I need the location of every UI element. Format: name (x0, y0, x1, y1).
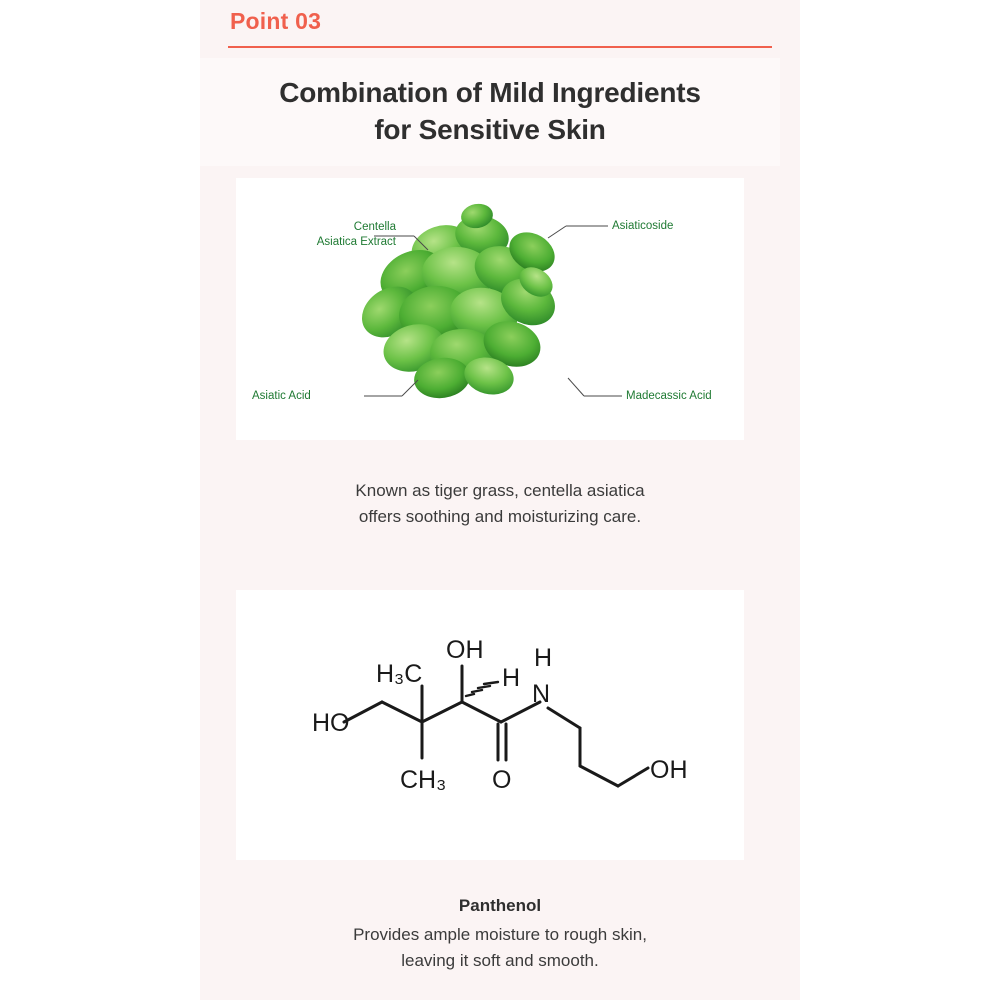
callout-line-1: Centella (353, 221, 396, 233)
callout-asiaticoside: Asiaticoside (612, 220, 674, 232)
herb-caption-line-2: offers soothing and moisturizing care. (358, 506, 642, 526)
label-h-stereo: H (502, 664, 521, 692)
stereo-hash-bond (466, 682, 498, 696)
label-h3c: H₃C (376, 660, 423, 688)
label-n-amide: N (532, 680, 551, 708)
molecule-caption (200, 922, 800, 973)
header-divider (228, 46, 772, 48)
label-o-carbonyl: O (492, 766, 512, 794)
molecule-caption-line-1: Provides ample moisture to rough skin, (353, 925, 647, 944)
callout-centella-asiatica-extract (276, 220, 396, 250)
title-card (200, 58, 780, 166)
page-title-line-2: for Sensitive Skin (374, 114, 606, 145)
herb-caption-line-1: Known as tiger grass, centella asiatica (355, 481, 645, 500)
label-h-amide: H (534, 644, 553, 672)
molecule-image-card (236, 590, 744, 860)
callout-madecassic-acid: Madecassic Acid (626, 390, 712, 402)
herb-caption (200, 478, 800, 529)
molecule-caption-line-2: leaving it soft and smooth. (401, 950, 599, 970)
label-ch3-bottom: CH₃ (400, 766, 447, 794)
callout-line-2: Asiatica Extract (316, 236, 396, 249)
point-label: Point 03 (230, 8, 322, 34)
label-oh-right: OH (650, 756, 688, 784)
molecule-name: Panthenol (458, 896, 542, 915)
herb-image-card (236, 178, 744, 440)
panthenol-structure (236, 590, 744, 860)
label-oh-top: OH (446, 636, 484, 664)
page-title-line-1: Combination of Mild Ingredients (279, 77, 701, 109)
label-ho-left: HO (312, 709, 350, 737)
callout-asiatic-acid: Asiatic Acid (252, 390, 311, 402)
